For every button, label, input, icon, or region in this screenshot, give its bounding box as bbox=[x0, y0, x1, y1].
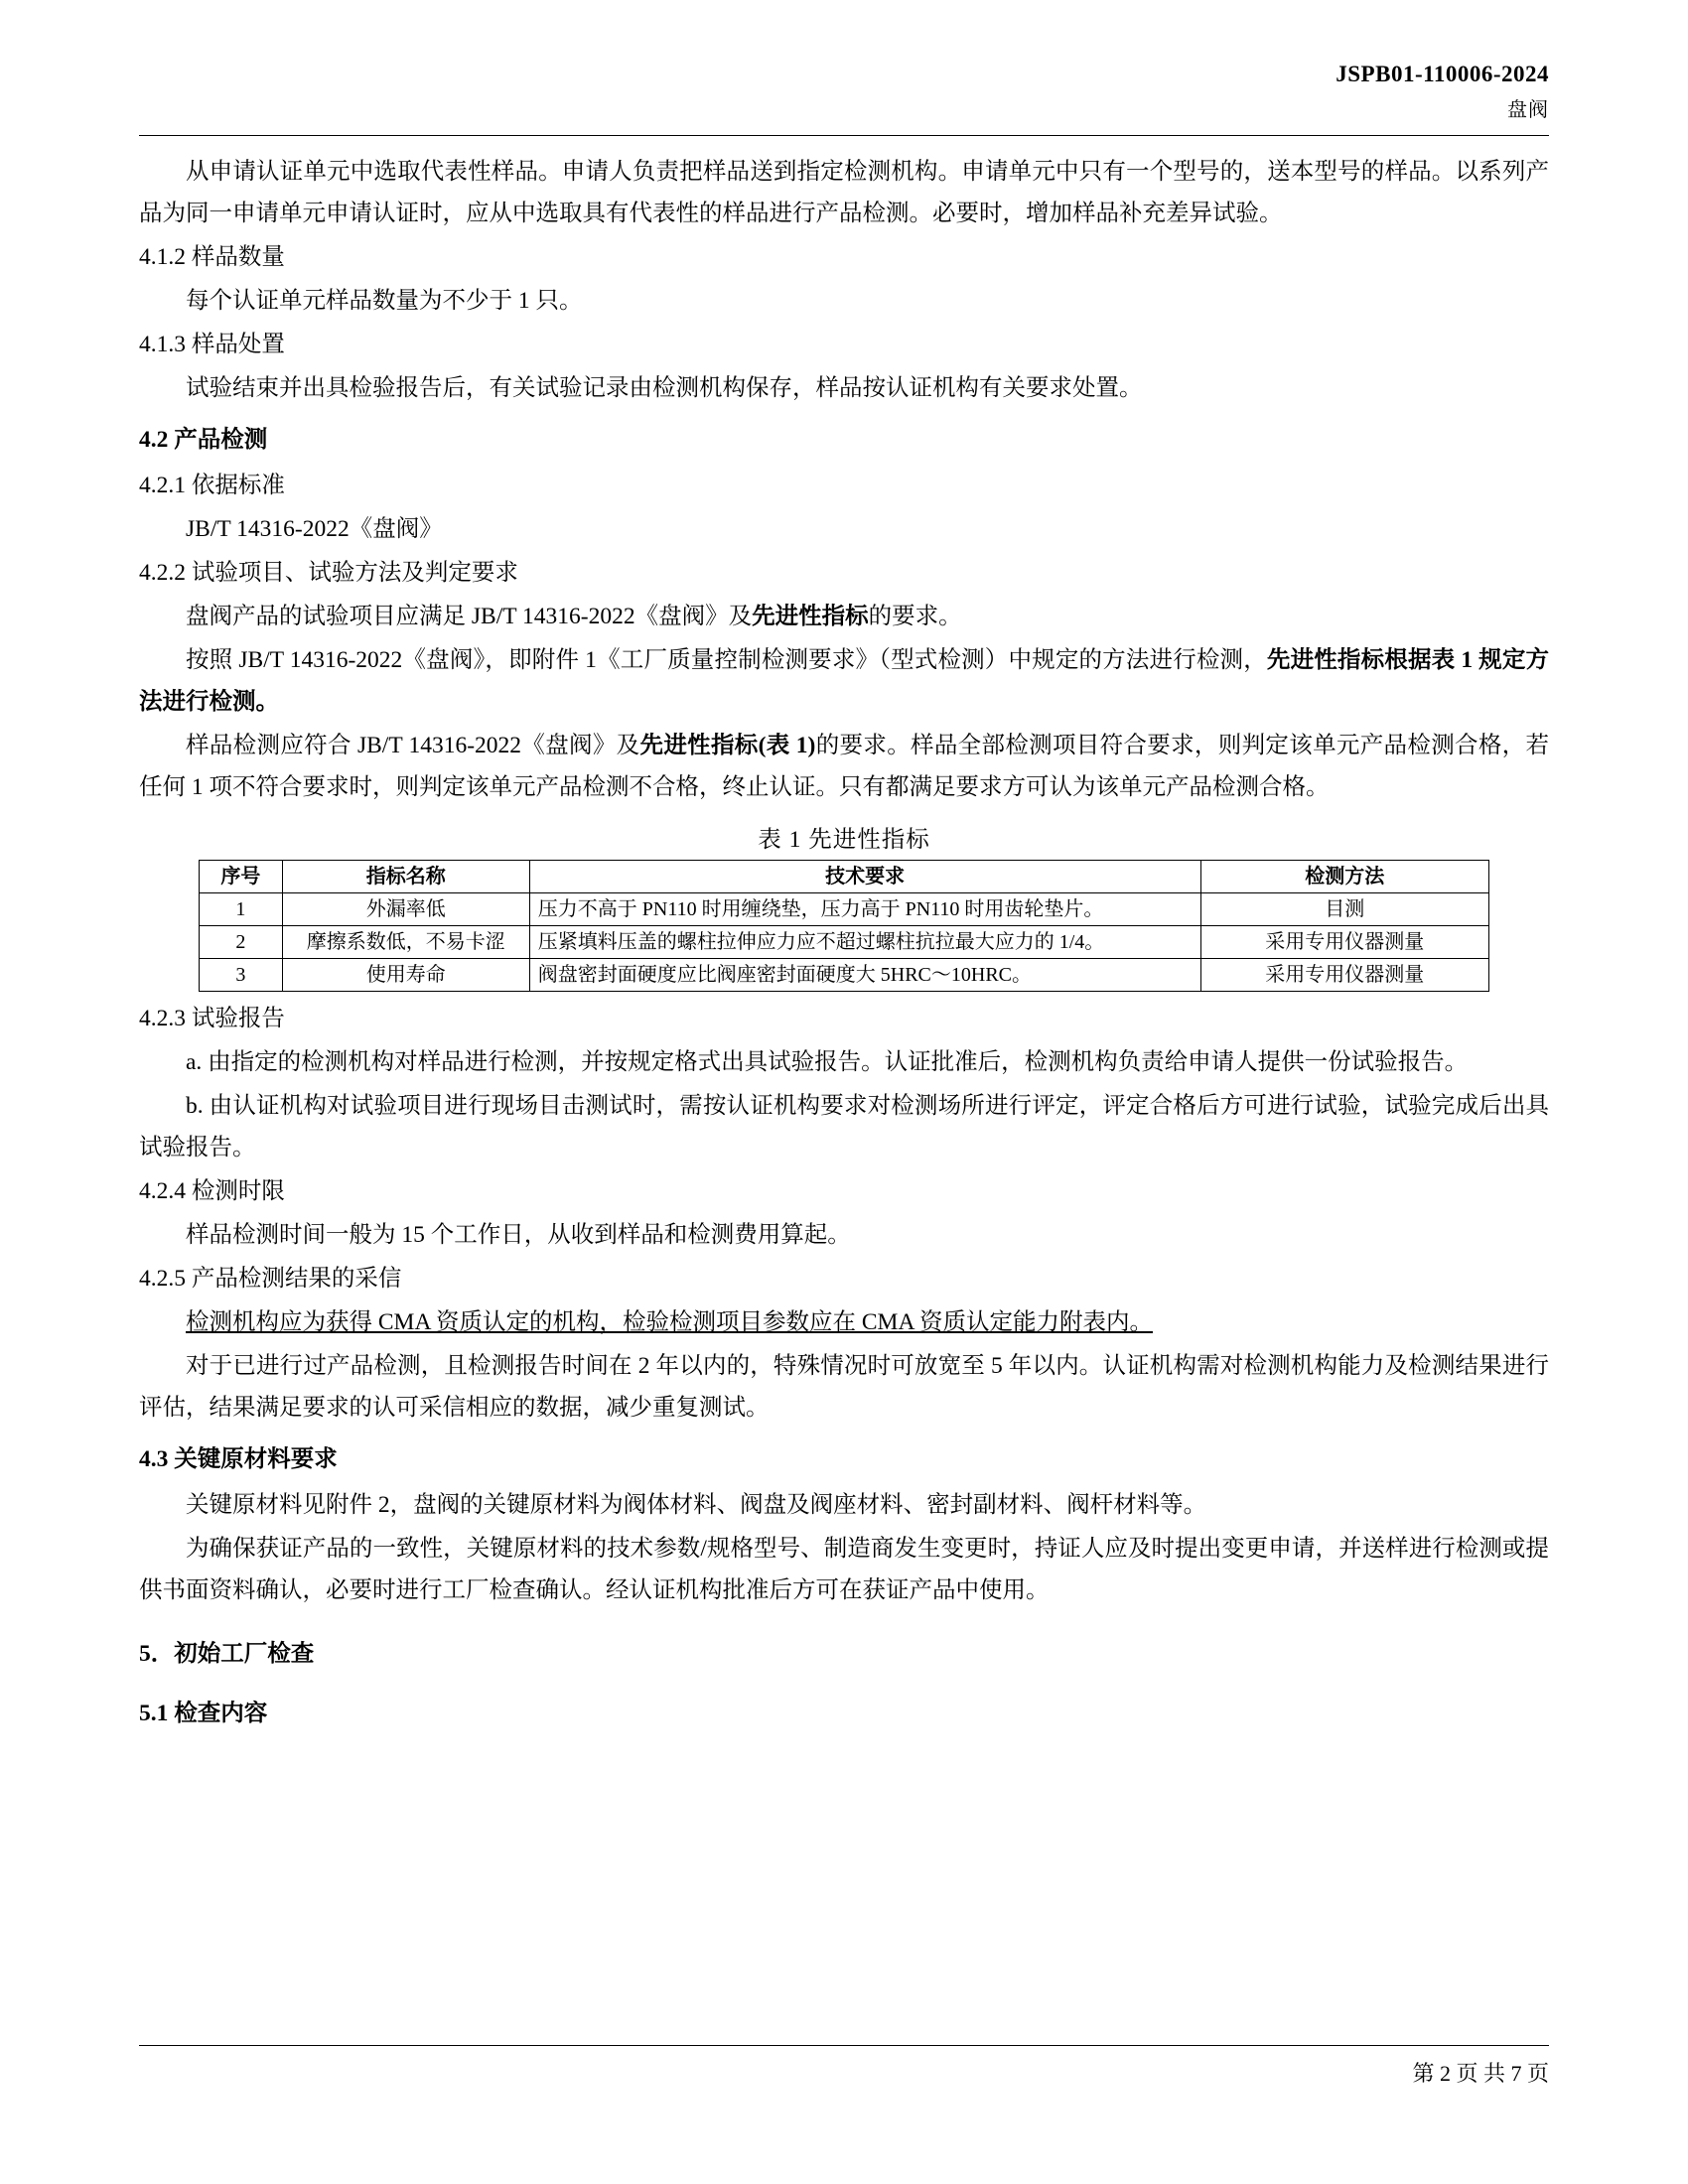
footer-divider bbox=[139, 2045, 1549, 2046]
table-header-method: 检测方法 bbox=[1200, 861, 1488, 893]
cell-requirement: 阀盘密封面硬度应比阀座密封面硬度大 5HRC～10HRC。 bbox=[529, 959, 1200, 992]
heading-5-1: 5.1 检查内容 bbox=[139, 1701, 268, 1726]
text-segment-bold: 先进性指标根据表 1 规定方法进行检测。 bbox=[139, 647, 1549, 715]
heading-4-3: 4.3 关键原材料要求 bbox=[139, 1446, 338, 1472]
paragraph-4-1-3: 试验结束并出具检验报告后，有关试验记录由检测机构保存，样品按认证机构有关要求处置。 bbox=[186, 375, 1143, 401]
text-segment-bold: 先进性指标(表 1) bbox=[639, 733, 816, 758]
table-row bbox=[200, 926, 1489, 959]
heading-4-2-4: 4.2.4 检测时限 bbox=[139, 1178, 285, 1204]
heading-4-1-2: 4.1.2 样品数量 bbox=[139, 244, 285, 270]
text-segment: 样品检测应符合 JB/T 14316-2022《盘阀》及 bbox=[186, 733, 640, 758]
heading-4-2: 4.2 产品检测 bbox=[139, 427, 268, 453]
paragraph-4-1-2: 每个认证单元样品数量为不少于 1 只。 bbox=[186, 288, 583, 314]
page-footer: 第 2 页 共 7 页 bbox=[1412, 2061, 1549, 2086]
text-segment-bold: 先进性指标 bbox=[752, 604, 869, 629]
paragraph-4-2-5-underlined bbox=[139, 1301, 1549, 1343]
document-code: JSPB01-110006-2024 bbox=[1336, 62, 1549, 86]
table-header-index: 序号 bbox=[200, 861, 283, 893]
advanced-indicator-table bbox=[199, 860, 1489, 992]
text-segment: 的要求。样品全部检测项目符合要求，则判定该单元产品检测合格，若任何 1 项不符合要求时，则判定该单元产品检测不合格，终止认证。只有都满足要求方可认为该单元产品检测合格。 bbox=[139, 733, 1549, 800]
paragraph-4-2-3-a: a. 由指定的检测机构对样品进行检测，并按规定格式出具试验报告。认证批准后，检测机构负责给申请人提供一份试验报告。 bbox=[186, 1049, 1469, 1075]
heading-5: 5．初始工厂检查 bbox=[139, 1641, 315, 1667]
table-body bbox=[200, 893, 1489, 992]
cell-method: 目测 bbox=[1200, 893, 1488, 926]
cell-name: 外漏率低 bbox=[282, 893, 529, 926]
cell-method: 采用专用仪器测量 bbox=[1200, 959, 1488, 992]
paragraph-4-2-2-3 bbox=[139, 725, 1549, 808]
paragraph-4-2-5-2: 对于已进行过产品检测，且检测报告时间在 2 年以内的，特殊情况时可放宽至 5 年以内。认证机构需对检测机构能力及检测结果进行评估，结果满足要求的认可采信相应的数据，减少重复测试。 bbox=[139, 1353, 1549, 1421]
cell-method: 采用专用仪器测量 bbox=[1200, 926, 1488, 959]
heading-4-2-2: 4.2.2 试验项目、试验方法及判定要求 bbox=[139, 560, 518, 586]
table-header-row bbox=[200, 861, 1489, 893]
paragraph-intro: 从申请认证单元中选取代表性样品。申请人负责把样品送到指定检测机构。申请单元中只有一个型号的，送本型号的样品。以系列产品为同一申请单元申请认证时，应从中选取具有代表性的样品进行产品检测。必要时，增加样品补充差异试验。 bbox=[139, 159, 1549, 226]
cell-name: 摩擦系数低，不易卡涩 bbox=[282, 926, 529, 959]
text-segment: 的要求。 bbox=[868, 604, 962, 629]
cell-requirement: 压力不高于 PN110 时用缠绕垫，压力高于 PN110 时用齿轮垫片。 bbox=[529, 893, 1200, 926]
cell-index: 3 bbox=[200, 959, 283, 992]
heading-4-2-1: 4.2.1 依据标准 bbox=[139, 473, 285, 498]
table-header bbox=[200, 861, 1489, 893]
paragraph-4-2-4: 样品检测时间一般为 15 个工作日，从收到样品和检测费用算起。 bbox=[186, 1222, 851, 1248]
underlined-text: 检测机构应为获得 CMA 资质认定的机构，检验检测项目参数应在 CMA 资质认定能力附表内。 bbox=[186, 1309, 1153, 1335]
paragraph-4-2-3-b: b. 由认证机构对试验项目进行现场目击测试时，需按认证机构要求对检测场所进行评定，评定合格后方可进行试验，试验完成后出具试验报告。 bbox=[139, 1093, 1549, 1160]
page-header bbox=[139, 62, 1549, 122]
heading-4-2-3: 4.2.3 试验报告 bbox=[139, 1006, 285, 1031]
cell-index: 2 bbox=[200, 926, 283, 959]
heading-4-2-5: 4.2.5 产品检测结果的采信 bbox=[139, 1266, 402, 1292]
paragraph-4-3-1: 关键原材料见附件 2，盘阀的关键原材料为阀体材料、阀盘及阀座材料、密封副材料、阀杆材料等。 bbox=[186, 1492, 1207, 1518]
document-subtitle: 盘阀 bbox=[1507, 99, 1549, 121]
table-caption: 表 1 先进性指标 bbox=[758, 827, 930, 853]
table-header-requirement: 技术要求 bbox=[529, 861, 1200, 893]
paragraph-4-2-2-2 bbox=[139, 639, 1549, 723]
heading-4-1-3: 4.1.3 样品处置 bbox=[139, 332, 285, 357]
document-body bbox=[139, 151, 1549, 1738]
text-segment: 按照 JB/T 14316-2022《盘阀》，即附件 1《工厂质量控制检测要求》（型式检测）中规定的方法进行检测， bbox=[186, 647, 1267, 673]
text-segment: 盘阀产品的试验项目应满足 JB/T 14316-2022《盘阀》及 bbox=[186, 604, 753, 629]
paragraph-4-2-1: JB/T 14316-2022《盘阀》 bbox=[186, 516, 443, 542]
table-row bbox=[200, 959, 1489, 992]
cell-requirement: 压紧填料压盖的螺柱拉伸应力应不超过螺柱抗拉最大应力的 1/4。 bbox=[529, 926, 1200, 959]
table-header-name: 指标名称 bbox=[282, 861, 529, 893]
paragraph-4-2-2-1 bbox=[139, 596, 1549, 637]
table-row bbox=[200, 893, 1489, 926]
header-divider bbox=[139, 135, 1549, 136]
cell-index: 1 bbox=[200, 893, 283, 926]
paragraph-4-3-2: 为确保获证产品的一致性，关键原材料的技术参数/规格型号、制造商发生变更时，持证人应及时提出变更申请，并送样进行检测或提供书面资料确认，必要时进行工厂检查确认。经认证机构批准后方可在获证产品中使用。 bbox=[139, 1536, 1549, 1603]
cell-name: 使用寿命 bbox=[282, 959, 529, 992]
